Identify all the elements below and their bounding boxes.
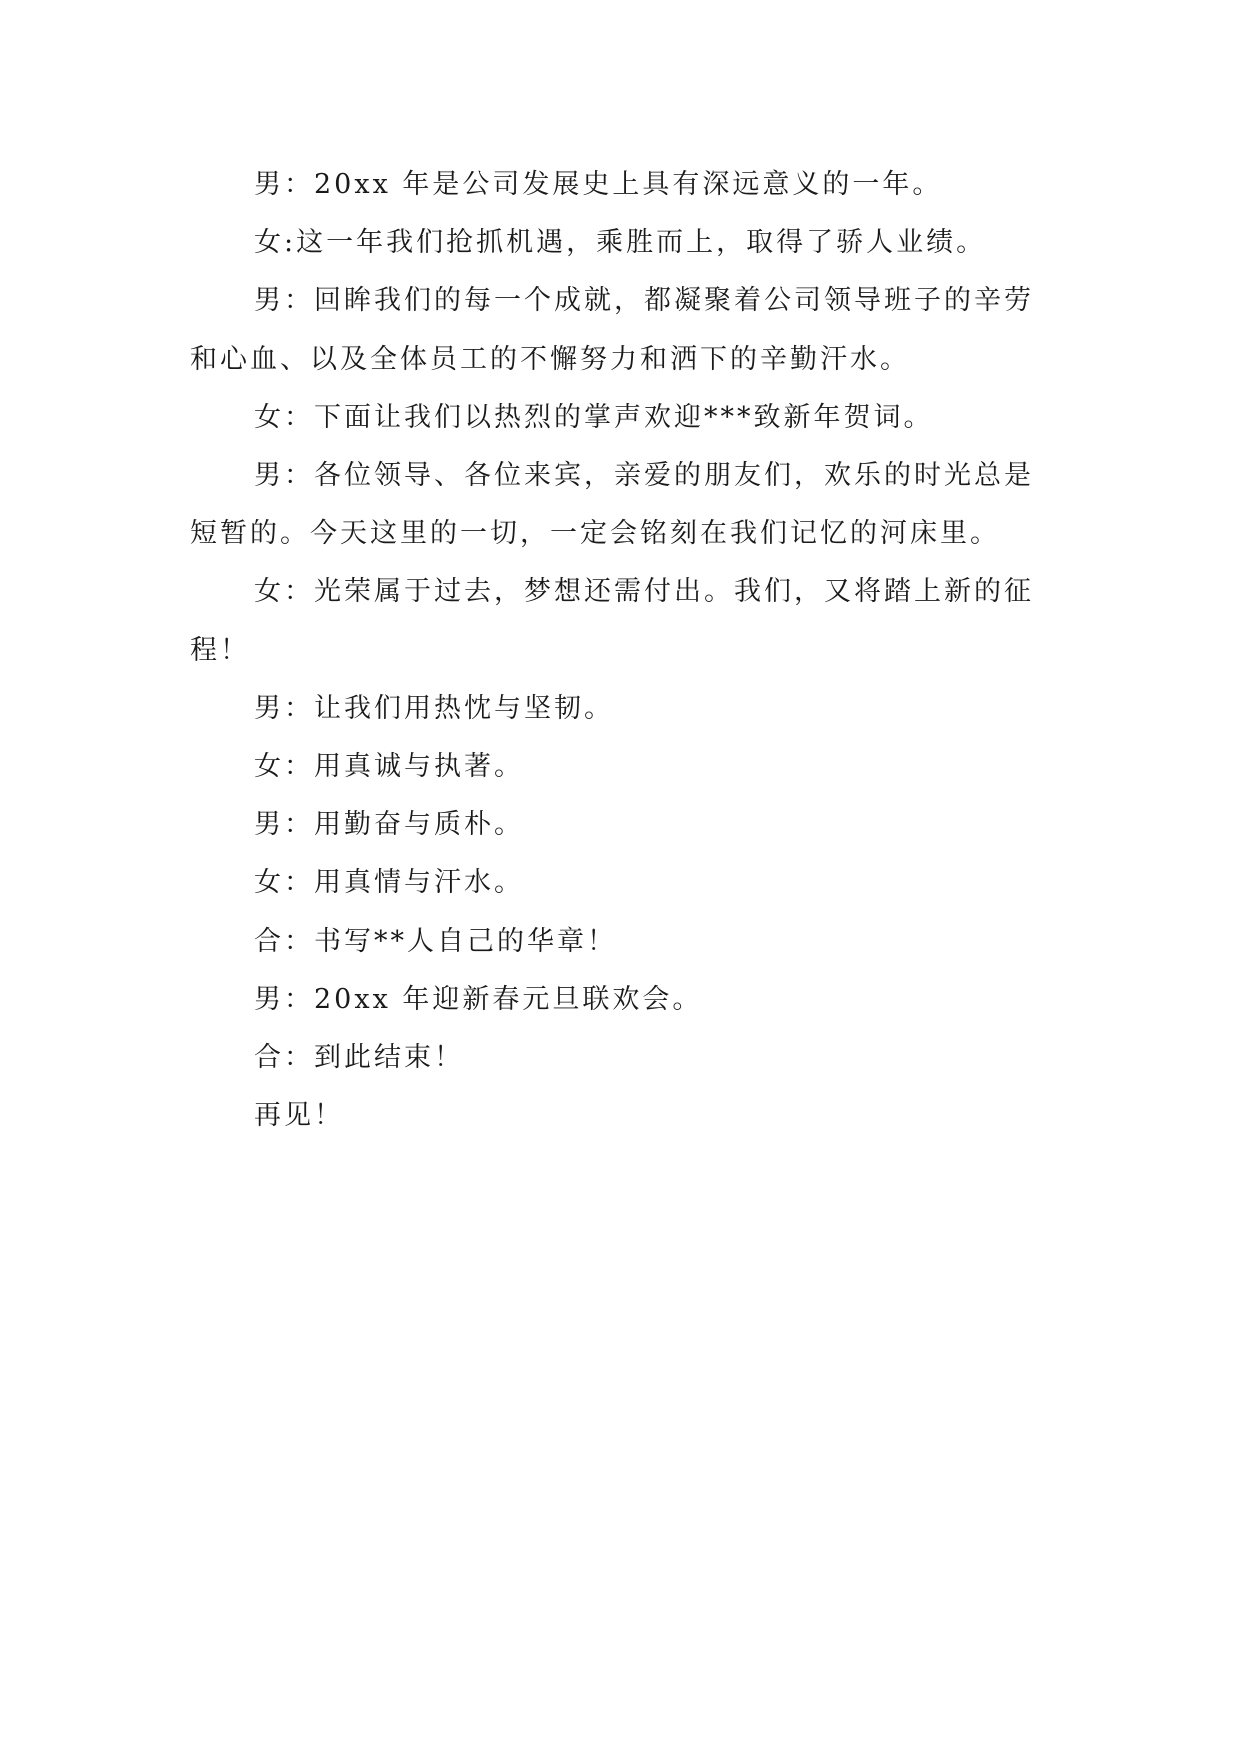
paragraph-12: 男：20xx 年迎新春元旦联欢会。 — [254, 983, 703, 1015]
paragraph-4: 女：下面让我们以热烈的掌声欢迎***致新年贺词。 — [254, 401, 934, 433]
paragraph-6: 女：光荣属于过去，梦想还需付出。我们，又将踏上新的征程！ — [190, 576, 1034, 666]
document-body — [190, 156, 1052, 1145]
paragraph-11: 合：书写**人自己的华章！ — [254, 925, 617, 957]
paragraph-8: 女：用真诚与执著。 — [254, 751, 524, 783]
paragraph-9: 男：用勤奋与质朴。 — [254, 809, 524, 841]
paragraph-5: 男：各位领导、各位来宾，亲爱的朋友们，欢乐的时光总是短暂的。今天这里的一切，一定会铭刻在我们记忆的河床里。 — [190, 460, 1034, 550]
paragraph-13: 合：到此结束！ — [254, 1042, 464, 1074]
paragraph-7: 男：让我们用热忱与坚韧。 — [254, 692, 614, 724]
paragraph-1: 男：20xx 年是公司发展史上具有深远意义的一年。 — [254, 169, 943, 200]
paragraph-14: 再见！ — [254, 1100, 344, 1132]
paragraph-3: 男：回眸我们的每一个成就，都凝聚着公司领导班子的辛劳和心血、以及全体员工的不懈努力和洒下的辛勤汗水。 — [190, 285, 1034, 375]
paragraph-10: 女：用真情与汗水。 — [254, 867, 524, 899]
paragraph-2: 女:这一年我们抢抓机遇，乘胜而上，取得了骄人业绩。 — [254, 227, 987, 259]
